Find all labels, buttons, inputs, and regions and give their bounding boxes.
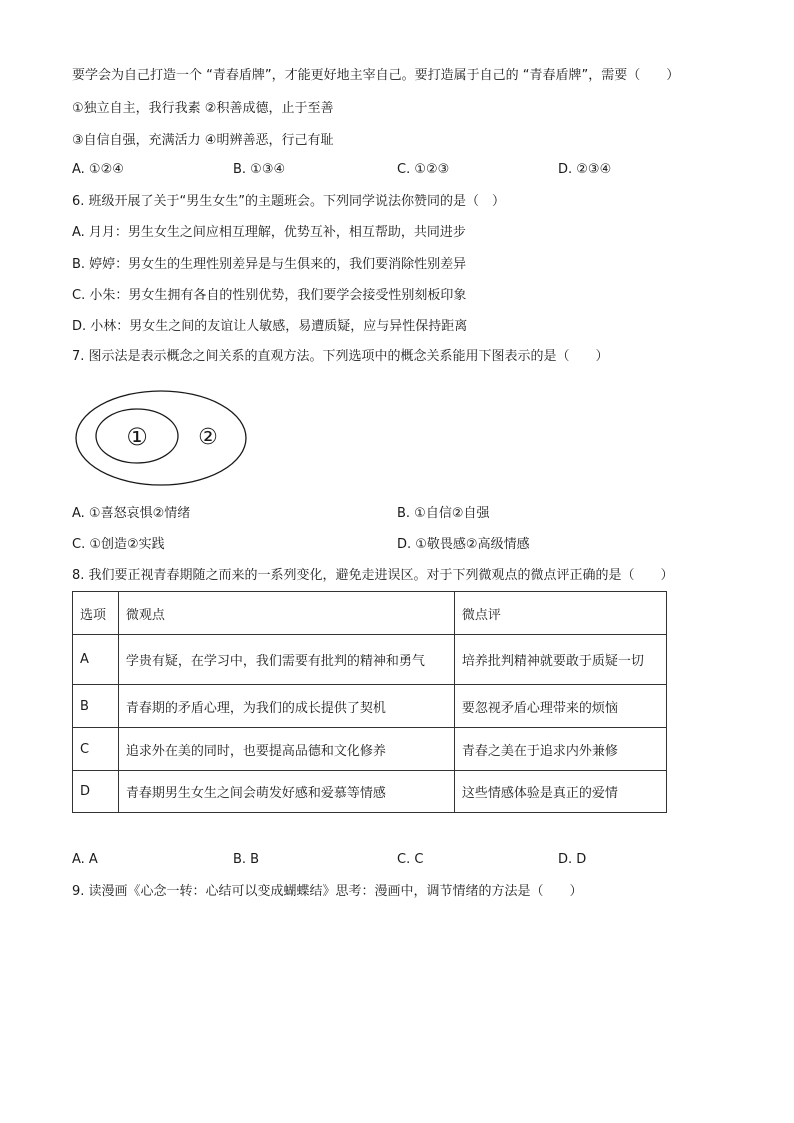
row-option: A	[73, 635, 119, 685]
outer-ellipse	[76, 391, 246, 485]
table-row	[73, 728, 667, 771]
q6-option-d: D. 小林：男女生之间的友谊让人敏感，易遭质疑，应与异性保持距离	[72, 319, 468, 334]
row-comment: 培养批判精神就要敢于质疑一切	[454, 635, 666, 685]
q8-option-c: C. C	[397, 852, 424, 867]
q5-option-b: B. ①③④	[233, 162, 286, 177]
table-header-row	[73, 592, 667, 635]
row-option: D	[73, 771, 119, 813]
q6-option-a: A. 月月：男生女生之间应相互理解，优势互补，相互帮助，共同进步	[72, 225, 466, 240]
q7-option-d: D. ①敬畏感②高级情感	[397, 537, 530, 552]
q8-option-d: D. D	[558, 852, 587, 867]
header-viewpoint: 微观点	[118, 592, 454, 635]
row-viewpoint: 青春期男生女生之间会萌发好感和爱慕等情感	[118, 771, 454, 813]
row-comment: 青春之美在于追求内外兼修	[454, 728, 666, 771]
row-comment: 这些情感体验是真正的爱情	[454, 771, 666, 813]
table-row	[73, 685, 667, 728]
q8-option-a: A. A	[72, 852, 98, 867]
q6-stem: 6. 班级开展了关于“男生女生”的主题班会。下列同学说法你赞同的是（ ）	[72, 194, 506, 209]
row-option: C	[73, 728, 119, 771]
q7-stem: 7. 图示法是表示概念之间关系的直观方法。下列选项中的概念关系能用下图表示的是（ ）	[72, 349, 609, 364]
q5-stem: 要学会为自己打造一个 “青春盾牌”，才能更好地主宰自己。要打造属于自己的 “青春盾牌”，需要（ ）	[72, 68, 680, 83]
row-viewpoint: 青春期的矛盾心理，为我们的成长提供了契机	[118, 685, 454, 728]
q5-option-d: D. ②③④	[558, 162, 612, 177]
header-comment: 微点评	[454, 592, 666, 635]
row-viewpoint: 追求外在美的同时，也要提高品德和文化修养	[118, 728, 454, 771]
q7-option-a: A. ①喜怒哀惧②情绪	[72, 506, 191, 521]
venn-diagram	[74, 388, 249, 488]
table-row	[73, 771, 667, 813]
q9-stem: 9. 读漫画《心念一转：心结可以变成蝴蝶结》思考：漫画中，调节情绪的方法是（ ）	[72, 884, 583, 899]
q6-option-b: B. 婷婷：男女生的生理性别差异是与生俱来的，我们要消除性别差异	[72, 257, 467, 272]
inner-label: ①	[126, 423, 148, 451]
q7-option-c: C. ①创造②实践	[72, 537, 165, 552]
outer-label: ②	[198, 425, 218, 450]
header-option: 选项	[73, 592, 119, 635]
q7-option-b: B. ①自信②自强	[397, 506, 490, 521]
q8-stem: 8. 我们要正视青春期随之而来的一系列变化，避免走进误区。对于下列微观点的微点评正确的是（ ）	[72, 568, 674, 583]
q5-items-line1: ①独立自主，我行我素 ②积善成德，止于至善	[72, 101, 334, 116]
row-option: B	[73, 685, 119, 728]
q5-option-c: C. ①②③	[397, 162, 450, 177]
row-viewpoint: 学贵有疑，在学习中，我们需要有批判的精神和勇气	[118, 635, 454, 685]
table-row	[73, 635, 667, 685]
q5-option-a: A. ①②④	[72, 162, 124, 177]
q6-option-c: C. 小朱：男女生拥有各自的性别优势，我们要学会接受性别刻板印象	[72, 288, 467, 303]
q5-items-line2: ③自信自强，充满活力 ④明辨善恶，行己有耻	[72, 133, 334, 148]
row-comment: 要忽视矛盾心理带来的烦恼	[454, 685, 666, 728]
q8-table	[72, 591, 667, 813]
q8-option-b: B. B	[233, 852, 260, 867]
